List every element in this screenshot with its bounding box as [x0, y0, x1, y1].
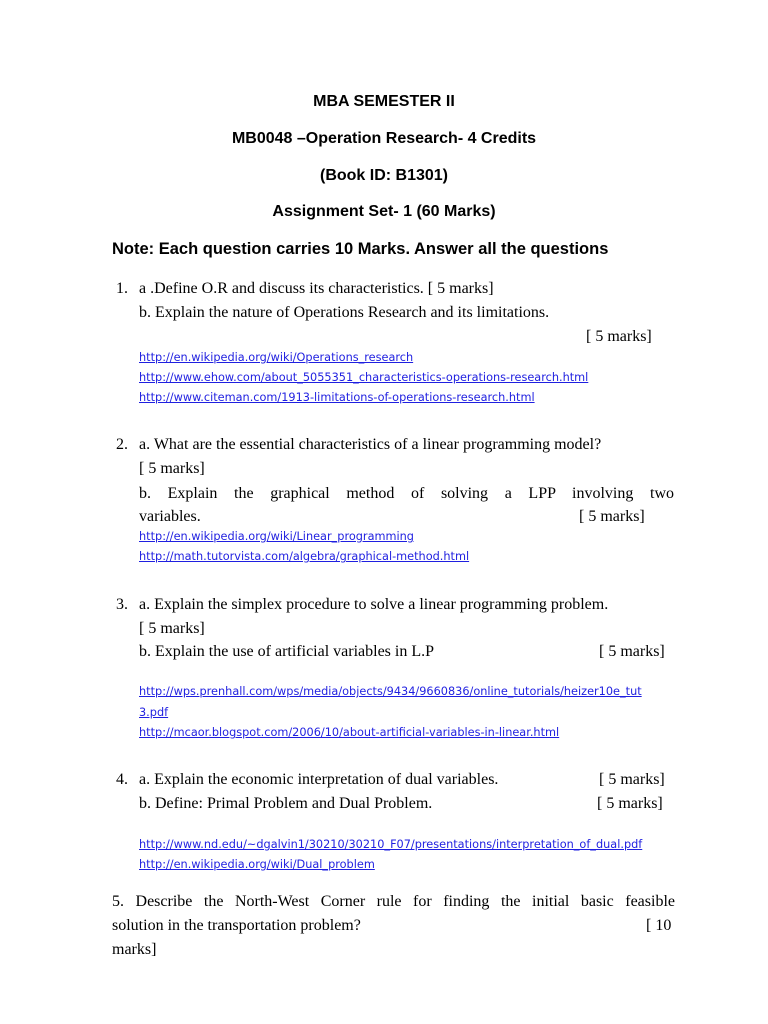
link-citeman-limitations[interactable]: http://www.citeman.com/1913-limitations-of-operations-research.html — [139, 391, 535, 404]
question-4-number: 4. — [116, 771, 128, 788]
question-2-number: 2. — [116, 436, 128, 453]
link-operations-research-wiki[interactable]: http://en.wikipedia.org/wiki/Operations_research — [139, 351, 414, 364]
question-2b-text-cont: variables. — [139, 508, 201, 525]
question-2b-text: b. Explain the graphical method of solving a LPP involving two — [139, 485, 674, 502]
question-5-text-cont: solution in the transportation problem? — [112, 917, 361, 934]
question-1a-text: a .Define O.R and discuss its characteristics. [ 5 marks] — [139, 280, 494, 297]
book-id: (Book ID: B1301) — [319, 167, 449, 184]
link-prenhall-tutorial[interactable]: http://wps.prenhall.com/wps/media/objects/9434/9660836/online_tutorials/heizer10e_tut — [139, 685, 642, 698]
link-ehow-characteristics[interactable]: http://www.ehow.com/about_5055351_characteristics-operations-research.html — [139, 371, 589, 384]
question-2a-text: a. What are the essential characteristics of a linear programming model? — [139, 436, 602, 453]
link-dual-problem-wiki[interactable]: http://en.wikipedia.org/wiki/Dual_problem — [139, 858, 375, 871]
link-prenhall-tutorial-cont[interactable]: 3.pdf — [139, 706, 169, 719]
link-mcaor-artificial-variables[interactable]: http://mcaor.blogspot.com/2006/10/about-artificial-variables-in-linear.html — [139, 726, 560, 739]
question-2b-marks: [ 5 marks] — [579, 508, 645, 525]
course-title: MB0048 –Operation Research- 4 Credits — [231, 130, 537, 147]
link-linear-programming-wiki[interactable]: http://en.wikipedia.org/wiki/Linear_programming — [139, 530, 414, 543]
question-3a-marks: [ 5 marks] — [139, 620, 205, 637]
question-4b-text: b. Define: Primal Problem and Dual Problem. — [139, 795, 433, 812]
link-tutorvista-graphical[interactable]: http://math.tutorvista.com/algebra/graphical-method.html — [139, 550, 470, 563]
link-nd-edu-dual[interactable]: http://www.nd.edu/~dgalvin1/30210/30210_F07/presentations/interpretation_of_dual.pdf — [139, 838, 643, 851]
semester-heading: MBA SEMESTER II — [313, 93, 455, 110]
question-3a-text: a. Explain the simplex procedure to solve a linear programming problem. — [139, 596, 609, 613]
question-5-marks-cont: marks] — [112, 941, 157, 958]
question-4a-text: a. Explain the economic interpretation of dual variables. — [139, 771, 499, 788]
question-1b-marks: [ 5 marks] — [586, 328, 652, 345]
question-4b-marks: [ 5 marks] — [597, 795, 663, 812]
question-1-number: 1. — [116, 280, 128, 297]
question-3-number: 3. — [116, 596, 128, 613]
question-3b-marks: [ 5 marks] — [599, 643, 665, 660]
assignment-set-title: Assignment Set- 1 (60 Marks) — [272, 203, 496, 220]
question-5-text: 5. Describe the North-West Corner rule for finding the initial basic feasible — [112, 893, 675, 910]
question-2a-marks: [ 5 marks] — [139, 460, 205, 477]
question-3b-text: b. Explain the use of artificial variables in L.P — [139, 643, 435, 660]
instructions-note: Note: Each question carries 10 Marks. Answer all the questions — [112, 240, 609, 258]
question-5-marks: [ 10 — [646, 917, 672, 934]
question-1b-text: b. Explain the nature of Operations Research and its limitations. — [139, 304, 550, 321]
question-4a-marks: [ 5 marks] — [599, 771, 665, 788]
